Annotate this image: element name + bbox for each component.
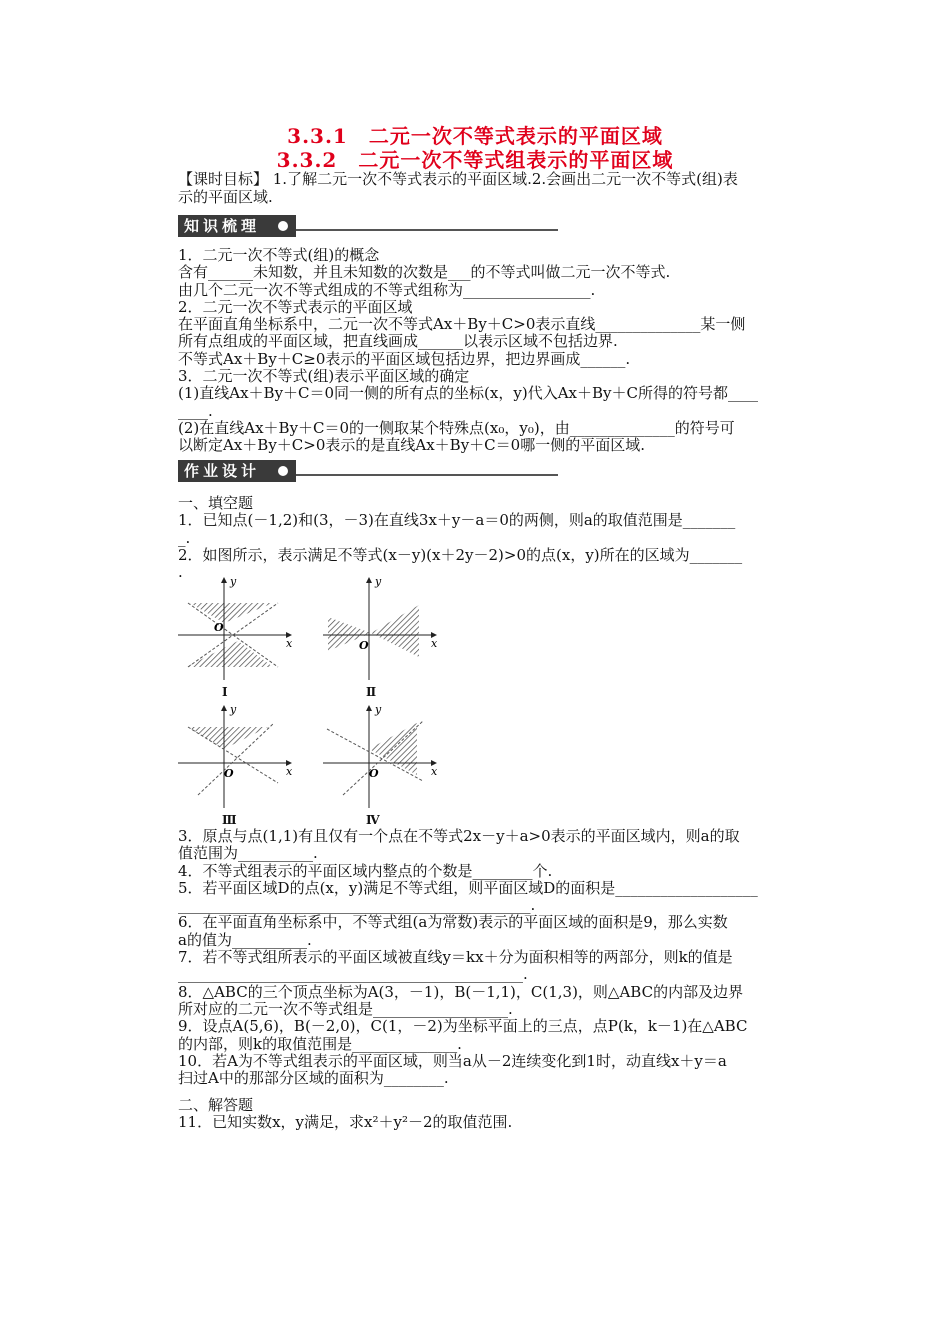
knowledge-line: 所有点组成的平面区域，把直线画成______以表示区域不包括边界. <box>178 332 618 351</box>
question-line: _______________________________________________. <box>178 896 536 915</box>
question-line: 9．设点A(5,6)，B(－2,0)，C(1，－2)为坐标平面上的三点，点P(k，k－1)在△ABC <box>178 1017 748 1036</box>
knowledge-line: 1．二元一次不等式(组)的概念 <box>178 246 380 264</box>
question-line: 2．如图所示，表示满足不等式(x－y)(x＋2y－2)>0的点(x，y)所在的区域为_______ <box>178 545 743 564</box>
knowledge-line: 由几个二元一次不等式组成的不等式组称为_________________. <box>178 280 596 299</box>
axis-x-label: x <box>286 637 293 650</box>
axis-x-label: x <box>286 765 293 778</box>
question-line: a的值为__________. <box>178 930 312 949</box>
homework-part-2 <box>178 828 808 1087</box>
goal-line-2: 示的平面区域. <box>178 188 273 206</box>
figure-3 <box>178 703 298 813</box>
figure-label-4: Ⅳ <box>366 813 380 827</box>
axis-x-label: x <box>431 637 438 650</box>
origin-label: O <box>369 767 379 780</box>
axis-y-label: y <box>230 575 237 588</box>
origin-label: O <box>224 767 234 780</box>
knowledge-line: (1)直线Ax＋By＋C＝0同一侧的所有点的坐标(x，y)代入Ax＋By＋C所得的符号都____ <box>178 384 758 403</box>
question-line: 所对应的二元一次不等式组是__________________. <box>178 999 513 1018</box>
knowledge-line: 3．二元一次不等式(组)表示平面区域的确定 <box>178 367 470 386</box>
question-line: 扫过A中的那部分区域的面积为________. <box>178 1069 449 1088</box>
question-line: 10．若A为不等式组表示的平面区域，则当a从－2连续变化到1时，动直线x＋y＝a <box>178 1051 727 1070</box>
knowledge-line: ____. <box>178 401 213 420</box>
question-line: 一、填空题 <box>178 494 254 512</box>
question-line: 11．已知实数x，y满足，求x²＋y²－2的取值范围. <box>178 1113 513 1132</box>
question-line: 的内部，则k的取值范围是______________. <box>178 1034 462 1053</box>
figure-group <box>178 575 478 840</box>
knowledge-line: 在平面直角坐标系中，二元一次不等式Ax＋By＋C>0表示直线______________某一侧 <box>178 315 746 334</box>
question-line: 4．不等式组表示的平面区域内整点的个数是________个. <box>178 861 553 880</box>
figure-label-1: Ⅰ <box>222 685 228 699</box>
title-line-1: 3.3.1 二元一次不等式表示的平面区域 <box>287 124 663 148</box>
lesson-goal <box>178 170 808 206</box>
question-line: ______________________________________________. <box>178 965 528 984</box>
bullet-dot-icon <box>278 221 288 231</box>
question-line: 值范围为__________. <box>178 844 318 863</box>
knowledge-line: (2)在直线Ax＋By＋C＝0的一侧取某个特殊点(x₀，y₀)，由______________的符号可 <box>178 418 735 437</box>
homework-part-1 <box>178 495 808 581</box>
title-line-2: 3.3.2 二元一次不等式组表示的平面区域 <box>276 148 674 172</box>
origin-label: O <box>214 621 224 634</box>
knowledge-line: 以断定Ax＋By＋C>0表示的是直线Ax＋By＋C＝0哪一侧的平面区域. <box>178 436 645 455</box>
question-line: . <box>178 563 183 582</box>
figure-label-2: Ⅱ <box>366 685 377 699</box>
figure-1 <box>178 575 298 685</box>
heading-rule <box>296 229 558 231</box>
homework-part-3 <box>178 1097 808 1132</box>
figure-4 <box>323 703 443 813</box>
section-heading-label: 知识梳理 <box>178 215 296 237</box>
axis-x-label: x <box>431 765 438 778</box>
knowledge-line: 2．二元一次不等式表示的平面区域 <box>178 297 413 316</box>
figure-label-3: Ⅲ <box>222 813 237 827</box>
question-line: 6．在平面直角坐标系中，不等式组(a为常数)表示的平面区域的面积是9，那么实数 <box>178 913 728 932</box>
axis-y-label: y <box>375 703 382 716</box>
section-heading-label: 作业设计 <box>178 460 296 482</box>
question-line: _. <box>178 528 191 547</box>
bullet-dot-icon <box>278 466 288 476</box>
question-line: 8．△ABC的三个顶点坐标为A(3，－1)，B(－1,1)，C(1,3)，则△ABC的内部及边界 <box>178 982 744 1001</box>
axis-y-label: y <box>230 703 237 716</box>
axis-y-label: y <box>375 575 382 588</box>
heading-rule <box>296 474 558 476</box>
question-line: 5．若平面区域D的点(x，y)满足不等式组，则平面区域D的面积是___________________ <box>178 878 758 897</box>
question-line: 二、解答题 <box>178 1096 254 1114</box>
goal-line-1: 【课时目标】 1.了解二元一次不等式表示的平面区域.2.会画出二元一次不等式(组)表 <box>178 170 738 188</box>
origin-label: O <box>359 639 369 652</box>
figure-2 <box>323 575 443 685</box>
knowledge-line: 不等式Ax＋By＋C≥0表示的平面区域包括边界，把边界画成______. <box>178 349 631 368</box>
knowledge-summary <box>178 247 808 455</box>
question-line: 1．已知点(－1,2)和(3，－3)在直线3x＋y－a＝0的两侧，则a的取值范围是_______ <box>178 511 736 530</box>
question-line: 3．原点与点(1,1)有且仅有一个点在不等式2x－y＋a>0表示的平面区域内，则a的取 <box>178 827 740 845</box>
question-line: 7．若不等式组所表示的平面区域被直线y＝kx＋分为面积相等的两部分，则k的值是 <box>178 948 733 967</box>
knowledge-line: 含有______未知数，并且未知数的次数是___的不等式叫做二元一次不等式. <box>178 263 671 282</box>
